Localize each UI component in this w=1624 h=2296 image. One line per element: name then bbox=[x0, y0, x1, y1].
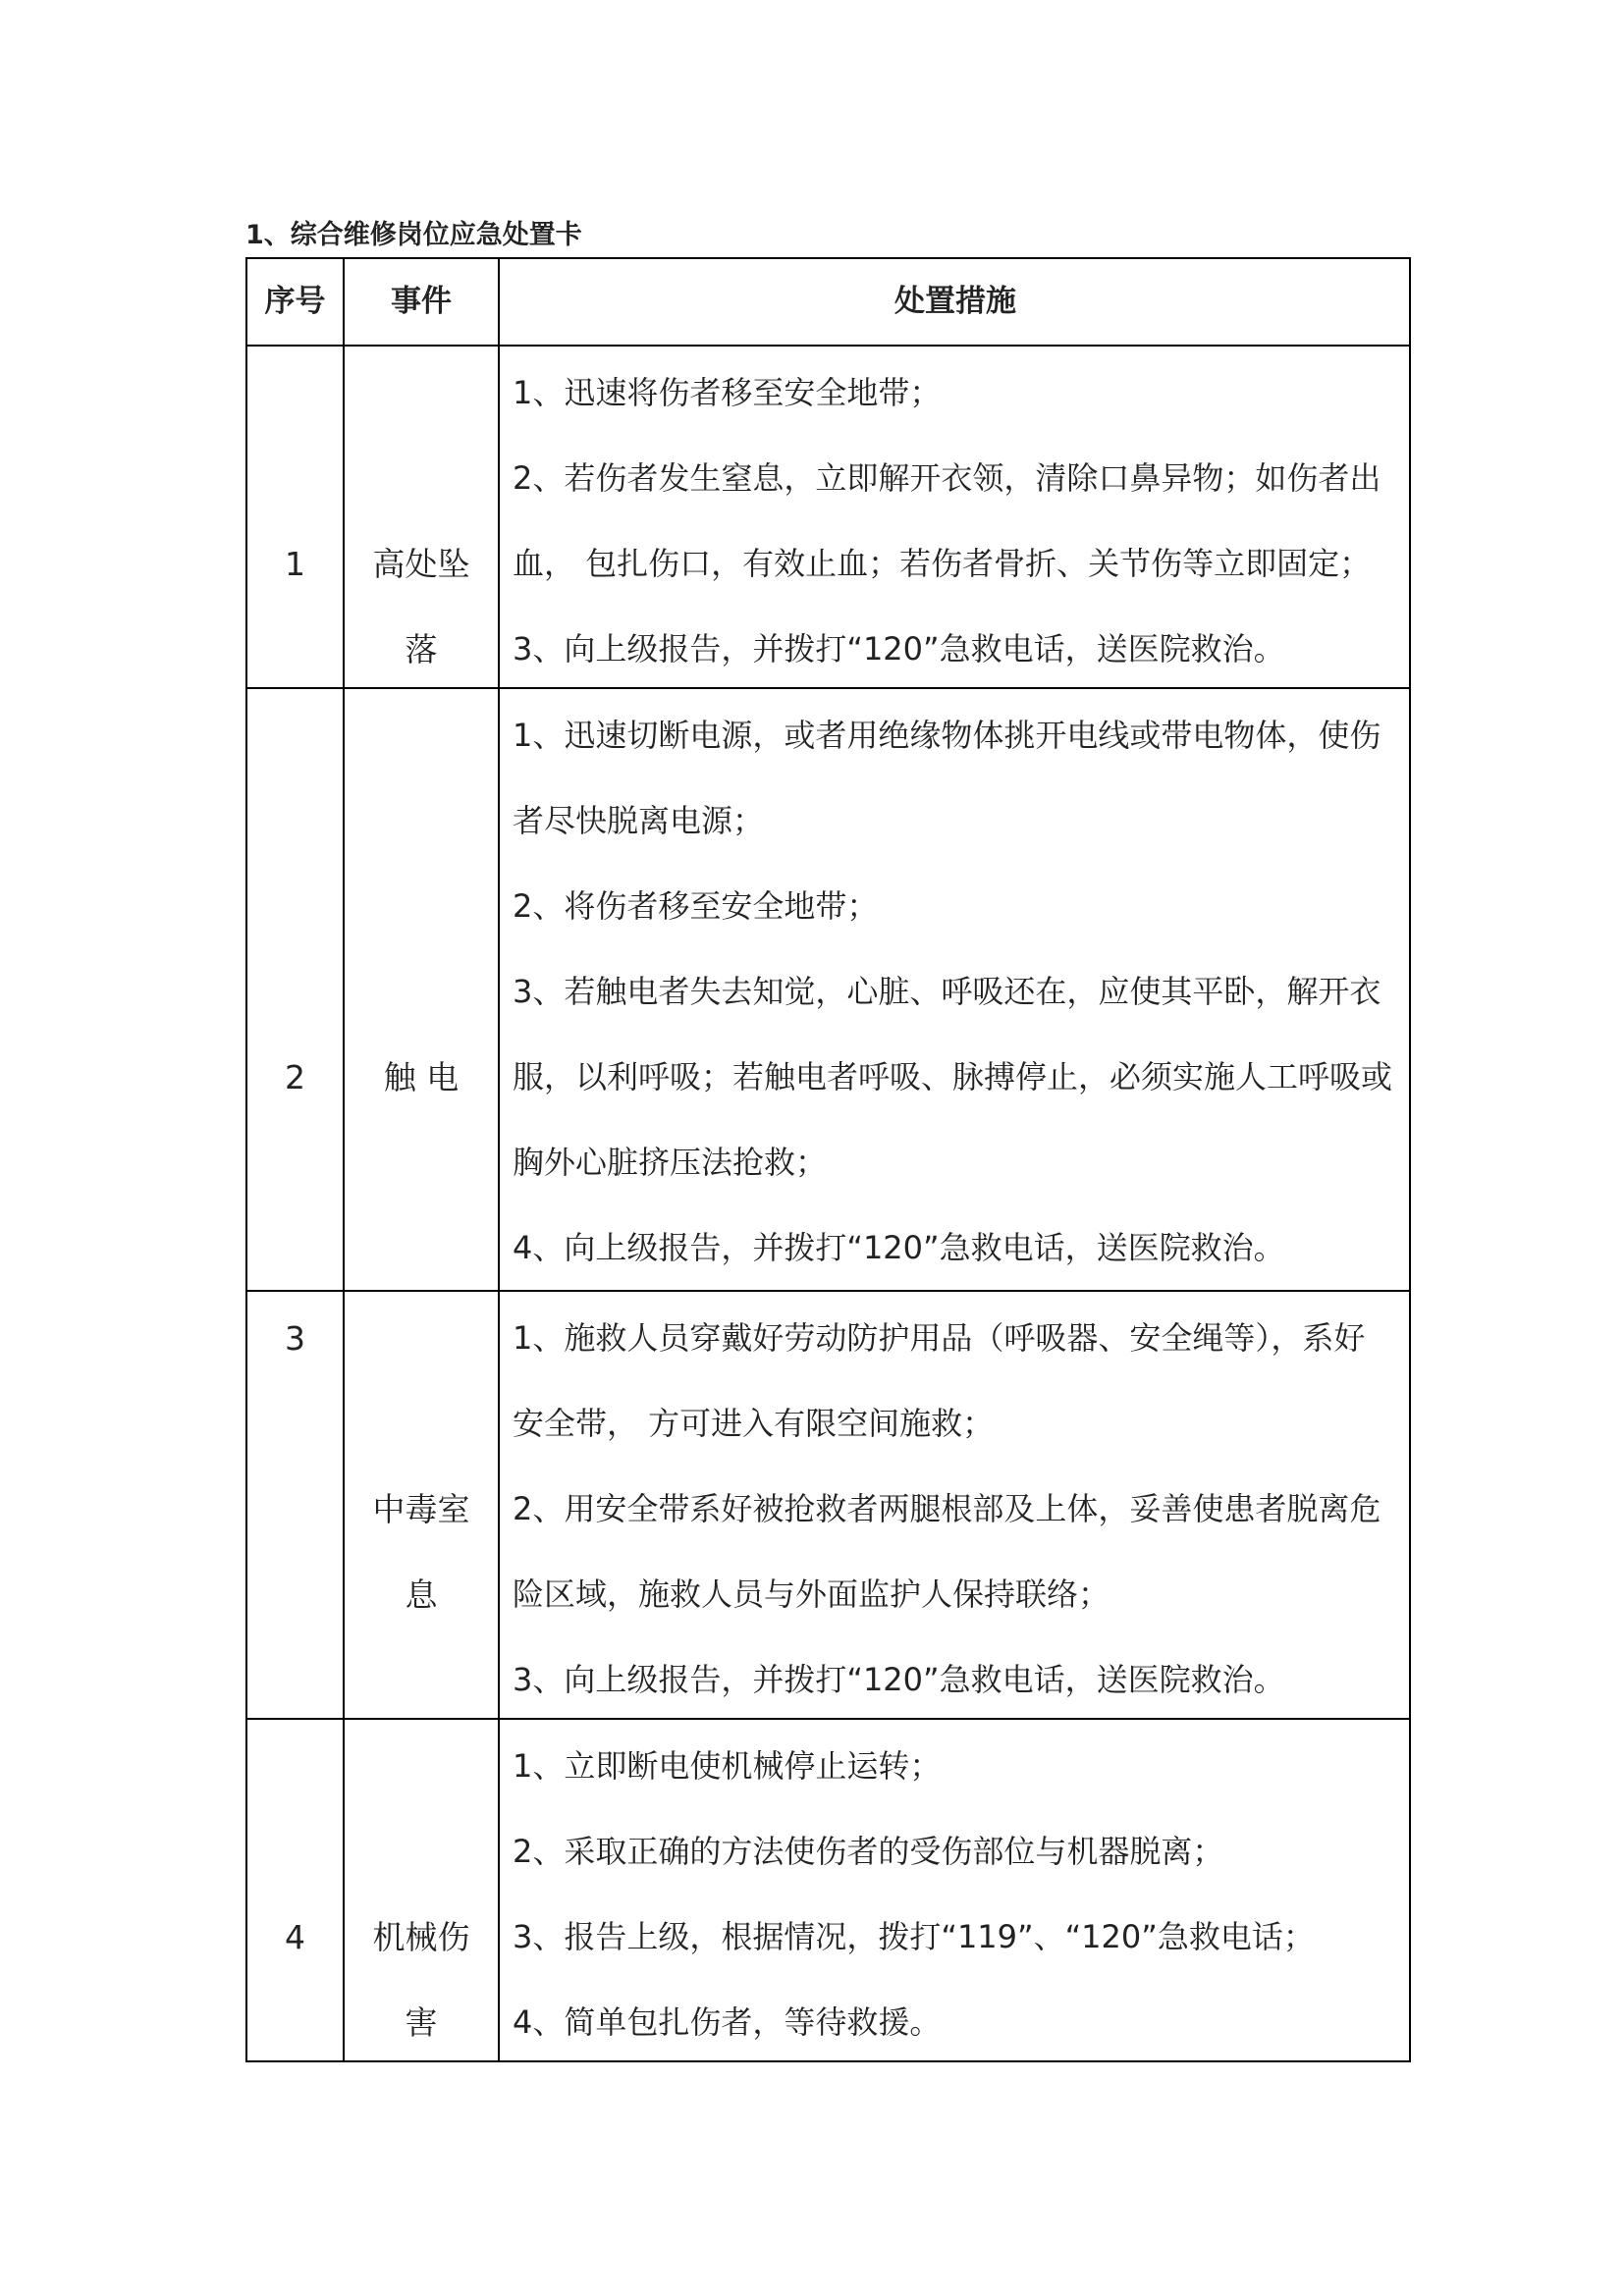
measure-line: 3、若触电者失去知觉，心脏、呼吸还在，应使其平卧，解开衣 bbox=[513, 973, 1381, 1010]
row-4-event: 机械伤 bbox=[372, 1918, 470, 1956]
row-divider bbox=[247, 345, 1409, 347]
measure-line: 3、向上级报告，并拨打“120”急救电话，送医院救治。 bbox=[513, 630, 1285, 667]
measure-line: 1、立即断电使机械停止运转； bbox=[513, 1747, 942, 1785]
measure-line: 2、用安全带系好被抢救者两腿根部及上体，妥善使患者脱离危 bbox=[513, 1490, 1381, 1527]
measure-line: 2、将伤者移至安全地带； bbox=[513, 887, 879, 925]
row-3-measures bbox=[513, 1296, 1380, 1723]
measure-line: 险区域，施救人员与外面监护人保持联络； bbox=[513, 1575, 1110, 1613]
measure-line: 胸外心脏挤压法抢救； bbox=[513, 1144, 828, 1181]
measure-line: 2、若伤者发生窒息，立即解开衣领，清除口鼻异物；如伤者出 bbox=[513, 459, 1381, 497]
row-3-event: 中毒室 bbox=[372, 1490, 470, 1528]
header-seq: 序号 bbox=[264, 284, 326, 319]
measure-line: 2、采取正确的方法使伤者的受伤部位与机器脱离； bbox=[513, 1833, 1224, 1870]
row-2-event: 触 电 bbox=[383, 1058, 460, 1096]
header-event: 事件 bbox=[391, 284, 452, 319]
column-divider bbox=[498, 259, 500, 2060]
measure-line: 4、向上级报告，并拨打“120”急救电话，送医院救治。 bbox=[513, 1229, 1285, 1266]
row-1-seq: 1 bbox=[285, 545, 305, 583]
row-4-measures bbox=[513, 1724, 1315, 2065]
row-1-measures bbox=[513, 350, 1380, 692]
measure-line: 安全带， 方可进入有限空间施救； bbox=[513, 1405, 995, 1442]
row-2-measures bbox=[513, 693, 1392, 1291]
row-2-seq: 2 bbox=[285, 1058, 305, 1096]
measure-line: 者尽快脱离电源； bbox=[513, 802, 765, 839]
measure-line: 1、迅速切断电源，或者用绝缘物体挑开电线或带电物体，使伤 bbox=[513, 717, 1381, 754]
measure-line: 3、报告上级，根据情况，拨打“119”、“120”急救电话； bbox=[513, 1918, 1315, 1955]
row-1-event: 落 bbox=[405, 630, 438, 668]
measure-line: 1、迅速将伤者移至安全地带； bbox=[513, 374, 942, 411]
measure-line: 3、向上级报告，并拨打“120”急救电话，送医院救治。 bbox=[513, 1661, 1285, 1698]
row-4-event: 害 bbox=[405, 2003, 438, 2042]
emergency-card-table bbox=[245, 257, 1411, 2062]
measure-line: 服，以利呼吸；若触电者呼吸、脉搏停止，必须实施人工呼吸或 bbox=[513, 1058, 1393, 1095]
row-3-event: 息 bbox=[405, 1575, 438, 1614]
row-4-seq: 4 bbox=[285, 1918, 305, 1956]
document-title: 1、综合维修岗位应急处置卡 bbox=[245, 220, 582, 250]
row-3-seq: 3 bbox=[285, 1319, 305, 1358]
measure-line: 1、施救人员穿戴好劳动防护用品（呼吸器、安全绳等），系好 bbox=[513, 1319, 1366, 1357]
row-1-event: 高处坠 bbox=[372, 545, 470, 583]
header-measures: 处置措施 bbox=[894, 284, 1016, 319]
measure-line: 4、简单包扎伤者，等待救援。 bbox=[513, 2003, 942, 2041]
measure-line: 血， 包扎伤口，有效止血；若伤者骨折、关节伤等立即固定； bbox=[513, 545, 1372, 582]
